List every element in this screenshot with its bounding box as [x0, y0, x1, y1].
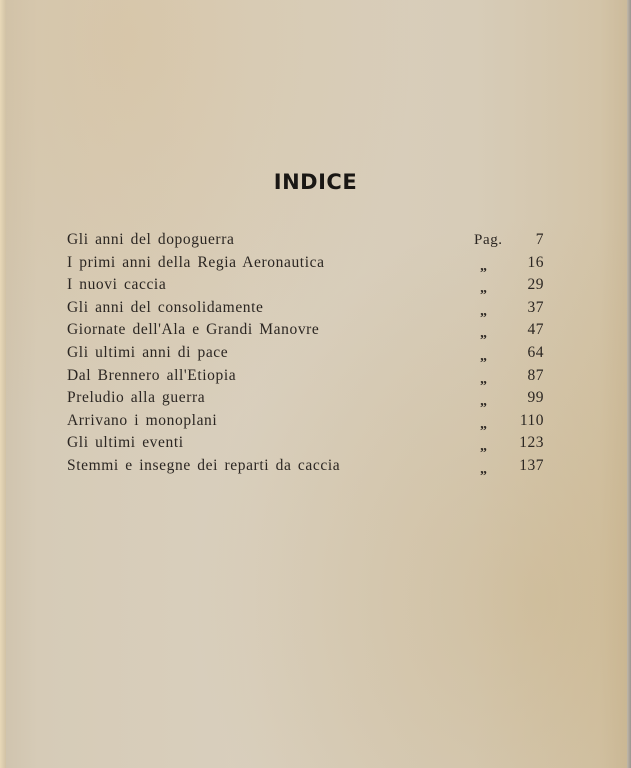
toc-entry-title: Gli anni del consolidamente: [67, 298, 264, 316]
ditto-mark: „: [480, 394, 488, 410]
page-edge-right: [627, 0, 631, 768]
ditto-mark: „: [480, 439, 488, 455]
toc-entry: [67, 319, 547, 342]
table-of-contents: [67, 229, 547, 478]
toc-entry-title: Giornate dell'Ala e Grandi Manovre: [67, 321, 320, 339]
toc-page-number: 7: [535, 231, 544, 248]
toc-entry-title: I nuovi caccia: [67, 276, 167, 294]
ditto-mark: „: [480, 326, 488, 342]
toc-page-number: 99: [527, 389, 544, 407]
toc-entry-title: Dal Brennero all'Etiopia: [67, 366, 237, 384]
toc-entry-title: Gli anni del dopoguerra: [67, 231, 235, 248]
toc-entry-title: Stemmi e insegne dei reparti da caccia: [67, 456, 341, 474]
ditto-mark: „: [480, 258, 488, 274]
toc-page-number: 37: [527, 298, 544, 316]
toc-page-number: 47: [527, 321, 544, 339]
ditto-mark: „: [480, 348, 488, 364]
toc-page-number: 87: [527, 366, 544, 384]
toc-entry: [67, 229, 547, 252]
toc-entry: [67, 387, 547, 410]
ditto-mark: „: [480, 461, 488, 477]
page-title: INDICE: [273, 170, 358, 194]
ditto-mark: „: [480, 371, 488, 387]
toc-page-number: 137: [519, 456, 544, 474]
ditto-mark: „: [480, 416, 488, 432]
toc-page-number: 110: [519, 411, 544, 429]
toc-entry-title: Gli ultimi eventi: [67, 434, 184, 452]
toc-entry: [67, 365, 547, 388]
toc-entry: [67, 252, 547, 275]
toc-entry-title: I primi anni della Regia Aeronautica: [67, 253, 325, 271]
toc-entry-title: Arrivano i monoplani: [67, 411, 218, 429]
toc-entry: [67, 455, 547, 478]
toc-entry: [67, 274, 547, 297]
toc-page-number: 29: [527, 276, 544, 294]
toc-entry: [67, 432, 547, 455]
ditto-mark: „: [480, 303, 488, 319]
toc-entry: [67, 410, 547, 433]
toc-entry: [67, 297, 547, 320]
toc-page-prefix: Pag.: [474, 232, 503, 248]
ditto-mark: „: [480, 281, 488, 297]
toc-entry: [67, 342, 547, 365]
toc-page-number: 16: [527, 253, 544, 271]
page-edge-left: [0, 0, 6, 768]
toc-entry-title: Gli ultimi anni di pace: [67, 343, 229, 361]
toc-page-number: 64: [527, 343, 544, 361]
toc-entry-title: Preludio alla guerra: [67, 389, 206, 407]
toc-page-number: 123: [519, 434, 544, 452]
